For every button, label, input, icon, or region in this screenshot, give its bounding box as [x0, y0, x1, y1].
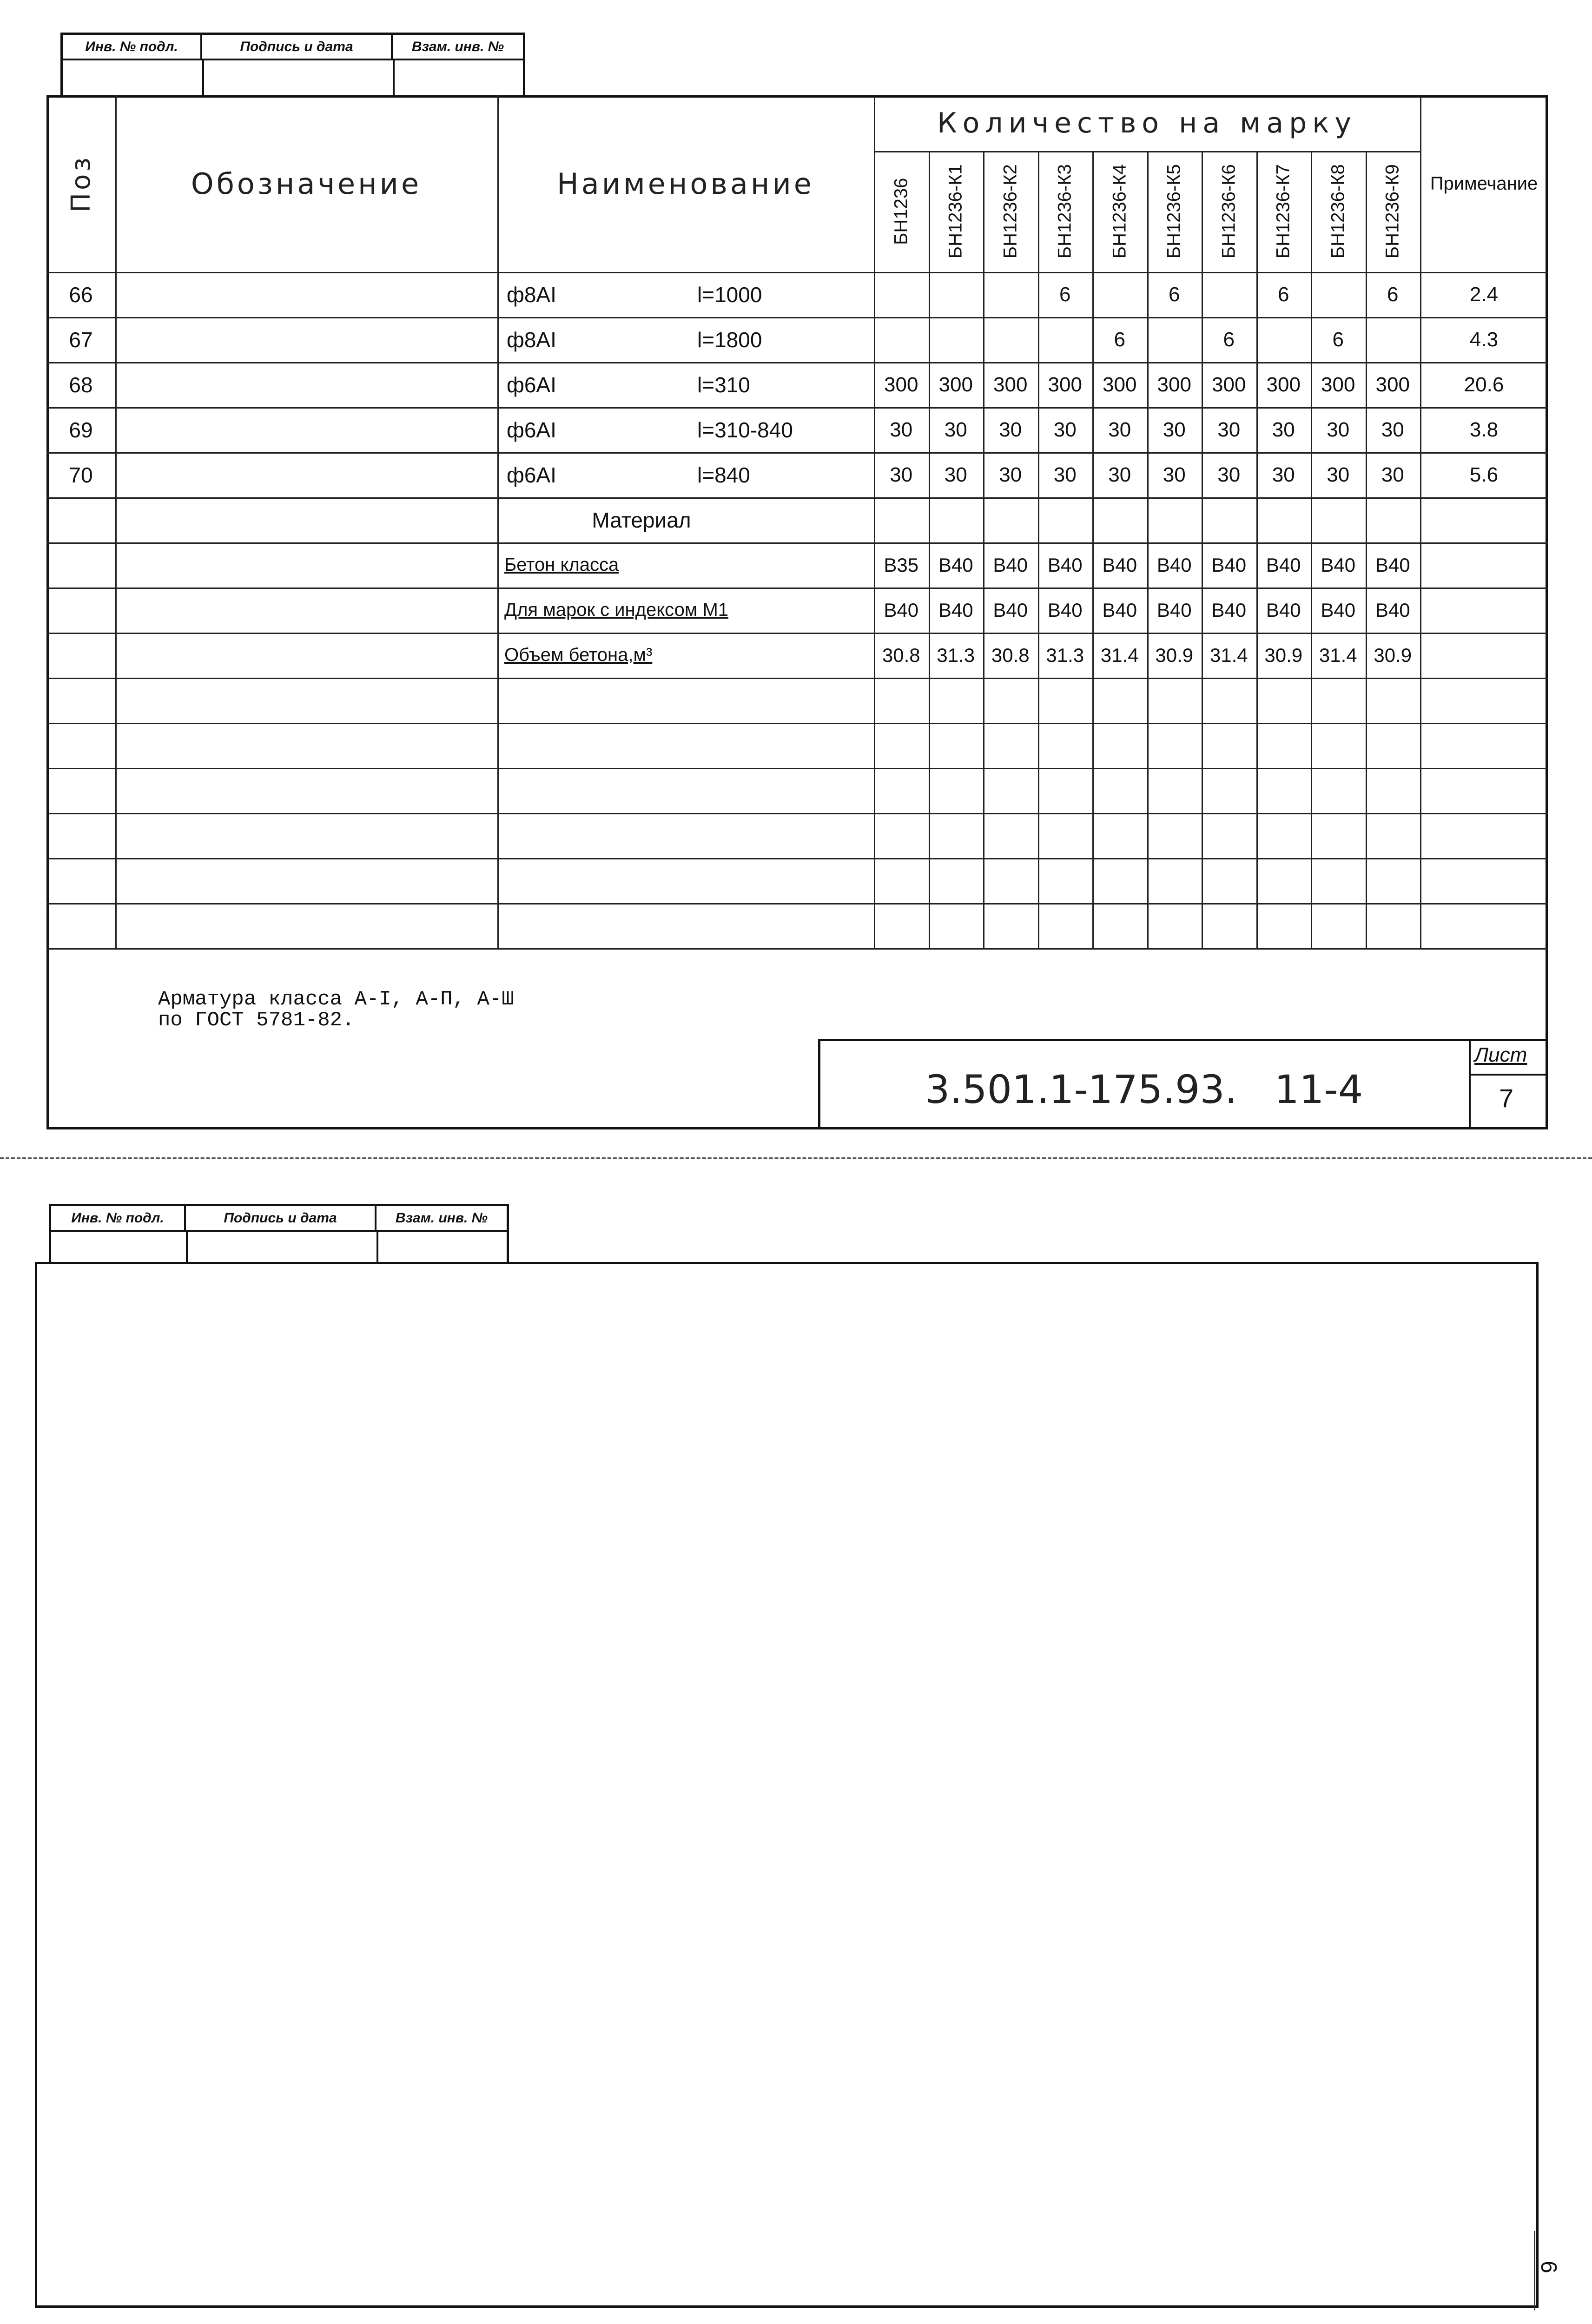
row-quantity: 300	[1321, 373, 1355, 396]
row-quantity: 300	[1103, 373, 1137, 396]
material-value: В40	[1375, 599, 1410, 621]
material-value: В40	[993, 599, 1028, 621]
material-value: 31.4	[1209, 644, 1248, 666]
document-code: 3.501.1-175.93. 11-4	[925, 1067, 1363, 1112]
row-quantity: 30	[1053, 463, 1077, 486]
material-label: Объем бетона,м³	[504, 645, 653, 665]
row-name: ф8АI	[507, 282, 556, 307]
material-value: В40	[993, 554, 1028, 576]
row-poz: 67	[69, 327, 93, 352]
material-value: В40	[1047, 599, 1083, 621]
row-rule	[46, 813, 1548, 814]
row-quantity: 30	[1108, 463, 1131, 486]
side-page-number: 9	[1537, 2261, 1562, 2273]
material-label: Бетон класса	[504, 555, 619, 575]
row-quantity: 300	[1157, 373, 1191, 396]
row-quantity: 30	[1381, 463, 1404, 486]
row-quantity: 300	[1212, 373, 1246, 396]
row-length: l=1800	[697, 327, 762, 352]
row-quantity: 300	[1048, 373, 1082, 396]
material-value: В40	[884, 599, 919, 621]
header-kolichestvo: Количество на марку	[937, 107, 1357, 139]
row-rule	[46, 723, 1548, 724]
row-quantity: 30	[890, 463, 913, 486]
row-quantity: 30	[1217, 463, 1241, 486]
row-quantity: 300	[1266, 373, 1301, 396]
row-quantity: 300	[1375, 373, 1410, 396]
material-value: 31.4	[1100, 644, 1139, 666]
header-mark: БН1236-К3	[1054, 164, 1075, 259]
stamp2-podpis-data: Подпись и дата	[186, 1206, 377, 1230]
row-note: 20.6	[1464, 373, 1504, 396]
footnote-line-1: Арматура класса А-I, А-П, А-Ш	[158, 988, 514, 1011]
row-length: l=1000	[697, 282, 762, 307]
footnote-line-2: по ГОСТ 5781-82.	[158, 1009, 355, 1032]
material-value: В40	[1266, 554, 1301, 576]
material-label: Для марок с индексом М1	[504, 600, 729, 620]
material-value: В35	[884, 554, 919, 576]
header-mark: БН1236-К1	[945, 164, 966, 259]
row-quantity: 6	[1114, 328, 1125, 351]
material-value: 30.8	[991, 644, 1030, 666]
header-mark: БН1236-К4	[1109, 164, 1130, 259]
row-quantity: 30	[1327, 418, 1350, 441]
material-value: В40	[1321, 599, 1356, 621]
row-name: ф6АI	[507, 417, 556, 442]
header-poz: Поз	[66, 154, 96, 213]
material-value: В40	[1321, 554, 1356, 576]
header-oboznachenie: Обозначение	[191, 166, 422, 201]
material-value: 30.9	[1155, 644, 1194, 666]
material-value: В40	[938, 599, 973, 621]
header-mark: БН1236-К5	[1163, 164, 1184, 259]
stamp2-inv-podl: Инв. № подл.	[51, 1206, 186, 1230]
row-rule	[46, 903, 1548, 905]
row-rule	[46, 768, 1548, 769]
stamp2-vzam-inv: Взам. инв. №	[395, 1210, 488, 1226]
row-quantity: 300	[993, 373, 1028, 396]
row-quantity: 30	[999, 463, 1022, 486]
row-note: 4.3	[1469, 328, 1499, 351]
row-name: ф6АI	[507, 462, 556, 487]
row-quantity: 30	[1163, 463, 1186, 486]
row-name: ф6АI	[507, 372, 556, 397]
row-quantity: 6	[1059, 283, 1071, 306]
sheet2-frame	[35, 1262, 1539, 2308]
row-quantity: 300	[938, 373, 973, 396]
row-length: l=840	[697, 462, 750, 487]
specification-table	[46, 95, 1548, 974]
row-quantity: 30	[1163, 418, 1186, 441]
material-value: В40	[1156, 554, 1192, 576]
row-quantity: 30	[1327, 463, 1350, 486]
row-quantity: 6	[1387, 283, 1399, 306]
material-value: 30.8	[882, 644, 920, 666]
header-mark: БН1236-К7	[1273, 164, 1294, 259]
row-quantity: 6	[1223, 328, 1235, 351]
row-quantity: 6	[1169, 283, 1180, 306]
page-separator	[0, 1157, 1592, 1159]
row-quantity: 30	[1381, 418, 1404, 441]
material-value: В40	[938, 554, 973, 576]
row-poz: 69	[69, 417, 93, 442]
stamp-inv-podl: Инв. № подл.	[63, 35, 202, 59]
material-value: 31.3	[1046, 644, 1084, 666]
material-value: В40	[1102, 554, 1137, 576]
row-poz: 68	[69, 372, 93, 397]
header-naimenovanie: Наименование	[557, 166, 814, 201]
header-mark: БН1236-К2	[1000, 164, 1021, 259]
material-value: В40	[1156, 599, 1192, 621]
material-value: В40	[1211, 599, 1247, 621]
row-length: l=310-840	[697, 417, 793, 442]
row-quantity: 6	[1332, 328, 1344, 351]
material-value: 30.9	[1264, 644, 1303, 666]
row-quantity: 30	[1272, 463, 1295, 486]
row-rule	[46, 858, 1548, 859]
row-length: l=310	[697, 372, 750, 397]
row-poz: 66	[69, 282, 93, 307]
row-note: 2.4	[1469, 283, 1499, 306]
material-value: 30.9	[1374, 644, 1412, 666]
row-quantity: 30	[1272, 418, 1295, 441]
row-quantity: 30	[999, 418, 1022, 441]
row-quantity: 30	[944, 418, 967, 441]
stamp-vzam-inv: Взам. инв. №	[411, 39, 504, 54]
header-mark: БН1236-К8	[1328, 164, 1348, 259]
material-value: В40	[1047, 554, 1083, 576]
stamp-podpis-data: Подпись и дата	[202, 35, 393, 59]
row-quantity: 6	[1278, 283, 1289, 306]
row-quantity: 300	[884, 373, 918, 396]
material-value: В40	[1266, 599, 1301, 621]
row-note: 5.6	[1469, 463, 1499, 486]
header-primechanie: Примечание	[1430, 173, 1538, 194]
row-rule	[46, 678, 1548, 679]
row-poz: 70	[69, 462, 93, 487]
header-mark: БН1236-К6	[1218, 164, 1239, 259]
material-value: В40	[1211, 554, 1247, 576]
header-mark: БН1236-К9	[1382, 164, 1403, 259]
list-label: Лист	[1474, 1043, 1527, 1066]
list-number: 7	[1499, 1083, 1514, 1113]
row-quantity: 30	[1108, 418, 1131, 441]
row-rule	[46, 948, 1548, 950]
stamp-box-bottom	[49, 1204, 509, 1264]
row-quantity: 30	[1217, 418, 1241, 441]
stamp-box-top	[60, 33, 525, 98]
material-value: В40	[1375, 554, 1410, 576]
material-value: В40	[1102, 599, 1137, 621]
row-note: 3.8	[1469, 418, 1499, 441]
row-name: ф8АI	[507, 327, 556, 352]
row-rule	[46, 497, 1548, 499]
row-quantity: 30	[890, 418, 913, 441]
material-value: 31.3	[937, 644, 975, 666]
material-value: 31.4	[1319, 644, 1357, 666]
row-quantity: 30	[1053, 418, 1077, 441]
material-title: Материал	[592, 508, 691, 532]
row-quantity: 30	[944, 463, 967, 486]
header-mark: БН1236	[891, 178, 912, 245]
